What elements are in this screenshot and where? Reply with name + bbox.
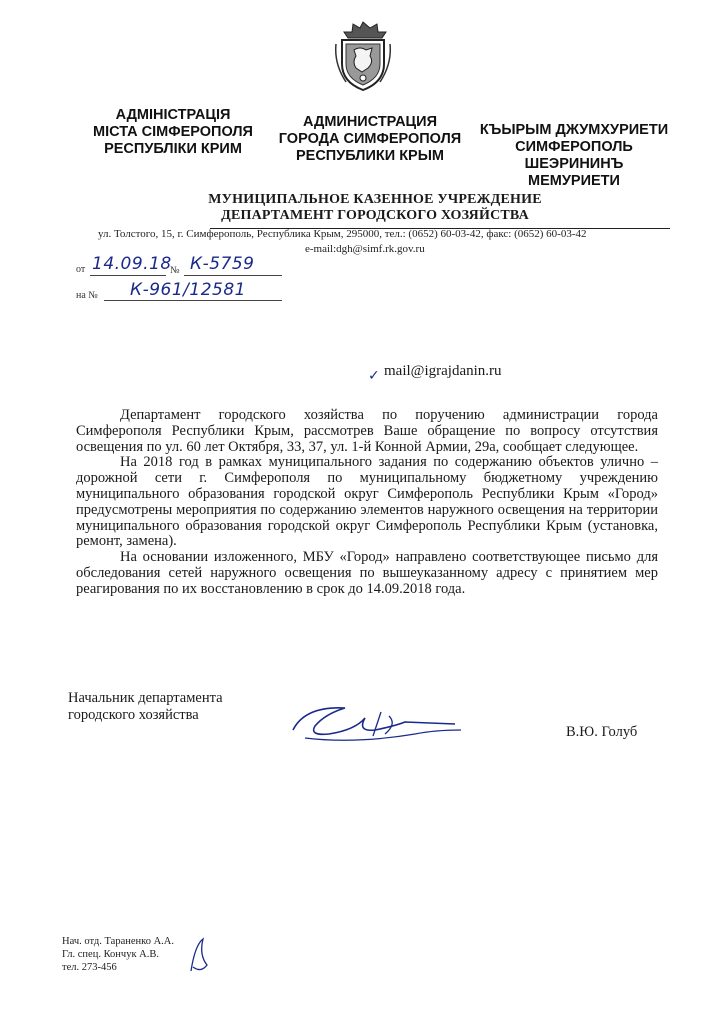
department-address: ул. Толстого, 15, г. Симферополь, Республика Крым, 295000, тел.: (0652) 60-03-42, факс: (0652) 60-03-42 [98, 228, 587, 240]
coat-of-arms-emblem [332, 20, 394, 92]
header-ct-line3: ШЕЭРИНИНЪ [524, 156, 624, 172]
header-ukr-line3: РЕСПУБЛІКИ КРИМ [104, 141, 242, 157]
handwritten-signature [285, 700, 475, 745]
header-ct-line4: МЕМУРИЕТИ [528, 173, 620, 189]
header-ct-line2: СИМФЕРОПОЛЬ [515, 139, 633, 155]
header-rus-line3: РЕСПУБЛИКИ КРЫМ [295, 148, 444, 164]
header-ct-line1: КЪЫРЫМ ДЖУМХУРИЕТИ [479, 122, 669, 138]
number-underline [184, 275, 282, 276]
footer-executors [62, 935, 174, 974]
department-email: e-mail:dgh@simf.rk.gov.ru [305, 243, 425, 255]
footer-initials-mark [185, 935, 215, 977]
to-label: на № [76, 290, 98, 301]
letter-body [76, 408, 658, 598]
to-number: К-961/12581 [130, 280, 246, 300]
number-label: № [170, 265, 180, 276]
header-ukr-line2: МІСТА СІМФЕРОПОЛЯ [93, 124, 253, 140]
signatory-position-line2: городского хозяйства [68, 707, 199, 723]
letter-number: К-5759 [190, 254, 255, 274]
signatory-name: В.Ю. Голуб [566, 724, 638, 740]
header-rus-line1: АДМИНИСТРАЦИЯ [302, 114, 437, 130]
body-paragraph-1: Департамент городского хозяйства по поручению администрации города Симферополя Республики Крым, рассмотрев Ваше обращение по вопросу отсутствия освещения по ул. 60 лет Октября, 33, 37, ул. 1-й Конной Армии, 29а, сообщает следующее. [76, 407, 658, 455]
department-line1: МУНИЦИПАЛЬНОЕ КАЗЕННОЕ УЧРЕЖДЕНИЕ [208, 192, 542, 207]
header-russian [272, 114, 468, 165]
signatory-position [68, 690, 223, 724]
header-crimean-tatar [474, 122, 674, 190]
header-rus-line2: ГОРОДА СИМФЕРОПОЛЯ [278, 131, 462, 147]
recipient-email: mail@igrajdanin.ru [384, 363, 502, 379]
header-ukr-line1: АДМІНІСТРАЦІЯ [115, 107, 231, 123]
footer-line1: Нач. отд. Тараненко А.А. [62, 936, 174, 947]
footer-line2: Гл. спец. Кончук А.В. [62, 949, 160, 960]
body-paragraph-3: На основании изложенного, МБУ «Город» направлено соответствующее письмо для обследования сетей наружного освещения по вышеуказанному адресу с принятием мер реагирования по их восстановлению в срок до 14.09.2018 года. [76, 549, 658, 597]
body-paragraph-2: На 2018 год в рамках муниципального задания по содержанию объектов улично – дорожной сети г. Симферополя по муниципальному бюджетному учреждению муниципального образования городской округ Симферополь Республики Крым «Город» предусмотрены мероприятия по содержанию элементов наружного освещения на территории муниципального образования городской округ Симферополь Республики Крым (установка, ремонт, замена). [76, 454, 658, 550]
from-label: от [76, 264, 86, 275]
department-name [180, 192, 570, 224]
signatory-position-line1: Начальник департамента [68, 690, 223, 706]
department-line2: ДЕПАРТАМЕНТ ГОРОДСКОГО ХОЗЯЙСТВА [221, 208, 529, 223]
header-ukrainian [78, 107, 268, 158]
to-underline [104, 300, 282, 301]
footer-line3: тел. 273-456 [62, 962, 117, 973]
letter-date: 14.09.18 [92, 254, 172, 274]
recipient-check-mark: ✓ [368, 368, 380, 384]
from-underline [90, 275, 166, 276]
